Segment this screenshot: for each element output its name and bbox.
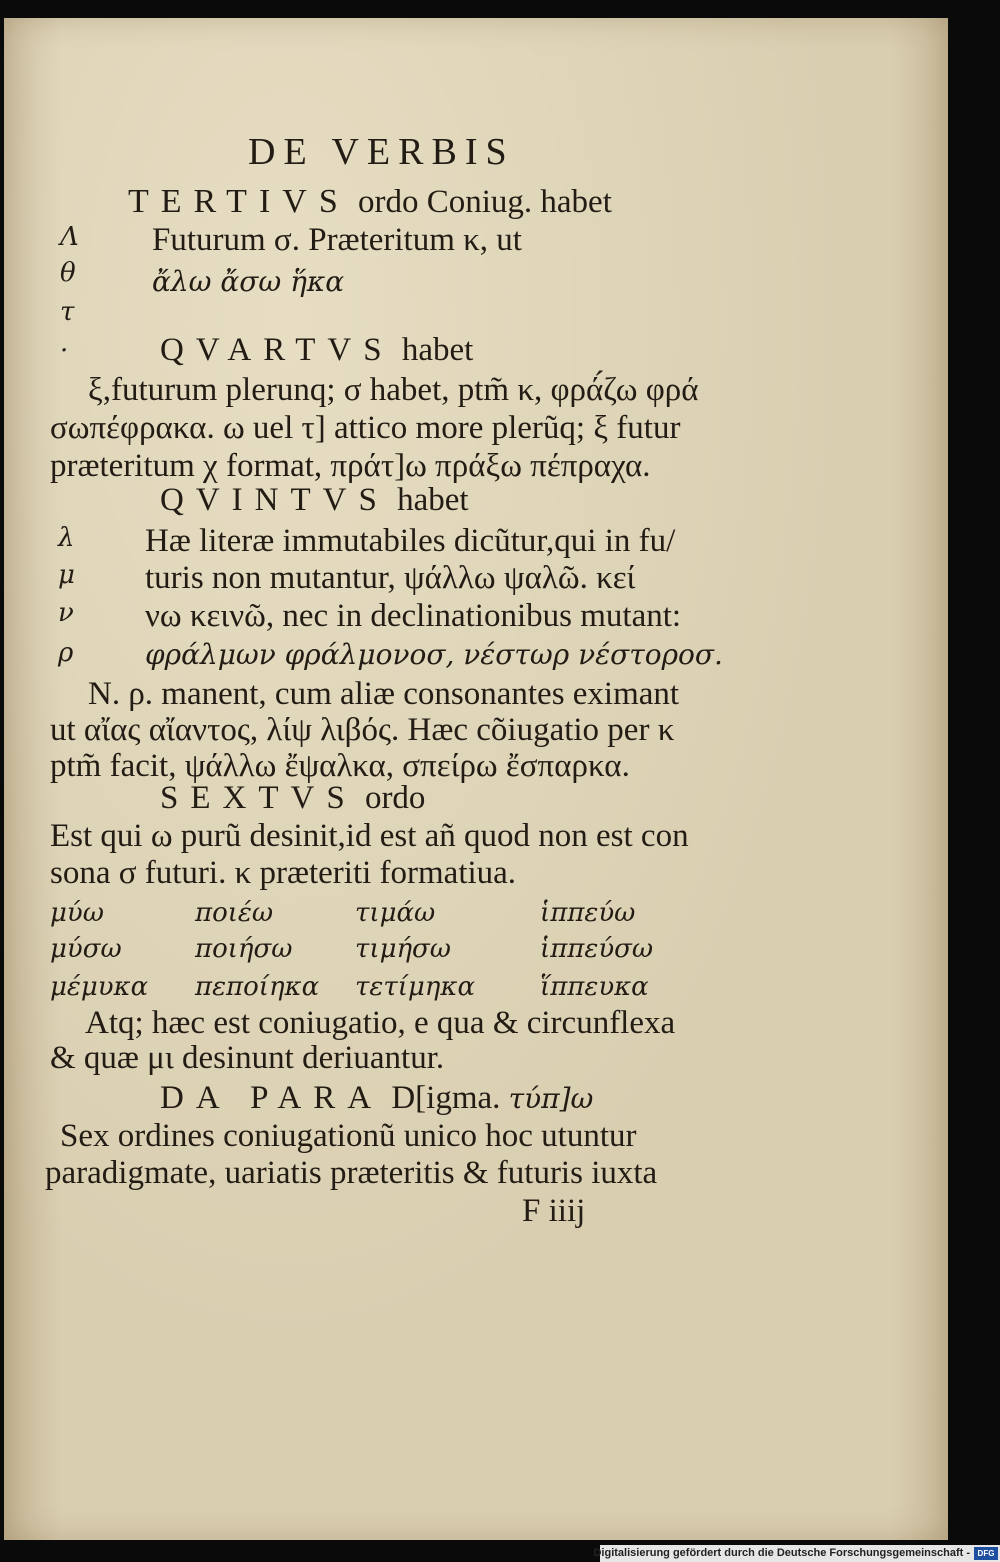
sextus-after-line: Atq; hæc est coniugatio, e qua & circunflexa: [85, 1005, 676, 1041]
tertius-heading-rest: ordo Coniug. habet: [357, 184, 612, 220]
signature-mark: F iiij: [522, 1193, 586, 1229]
sextus-after-line: & quæ μι desinunt deriuantur.: [50, 1040, 445, 1076]
quartus-heading-rest: habet: [401, 332, 474, 368]
quintus-line: Hæ literæ immutabiles dicũtur,qui in fu/: [145, 523, 676, 559]
margin-note: Λ: [60, 222, 79, 252]
sextus-heading-rest: ordo: [364, 780, 426, 816]
sextus-heading-line: [160, 780, 425, 817]
quintus-after-line: ptm̃ facit, ψάλλω ἔψαλκα, σπείρω ἔσπαρκα.: [50, 748, 630, 784]
sextus-line: Est qui ω purũ desinit,id est añ quod non est con: [50, 818, 689, 854]
running-title: DE VERBIS: [248, 131, 515, 173]
table-cell: ποιήσω: [195, 934, 293, 964]
tertius-line-2: Futurum σ. Præteritum κ, ut: [152, 222, 522, 258]
dfg-logo: DFG: [974, 1547, 998, 1560]
quartus-line: præteritum χ format, πράτ]ω πράξω πέπραχα.: [50, 448, 651, 484]
table-cell: ἱππεύσω: [540, 934, 654, 964]
dapara-line: paradigmate, uariatis præteritis & futuris iuxta: [45, 1155, 658, 1191]
dapara-heading: DA PARA: [160, 1080, 384, 1116]
quintus-greek-line: φράλμων φράλμονοσ, νέστωρ νέστοροσ.: [145, 638, 723, 671]
table-cell: τετίμηκα: [355, 972, 475, 1002]
margin-letter: ρ: [58, 638, 74, 668]
sextus-heading: SEXTVS: [160, 780, 357, 816]
footer-credit-bar: [593, 1545, 1000, 1562]
tertius-line-1: [128, 183, 612, 221]
table-cell: τιμήσω: [355, 934, 452, 964]
table-cell: ποιέω: [195, 898, 274, 928]
margin-letter: ν: [58, 598, 74, 628]
quartus-heading-line: [160, 332, 473, 369]
quartus-line: ξ,futurum plerunq; σ habet, ptm̃ κ, φρά́ζω φρά: [88, 372, 699, 408]
quintus-heading-line: [160, 482, 469, 519]
table-cell: ἱππεύω: [540, 898, 636, 928]
table-cell: πεποίηκα: [195, 972, 320, 1002]
sextus-line: sona σ futuri. κ præteriti formatiua.: [50, 855, 517, 891]
footer-credit-text: Digitalisierung gefördert durch die Deutsche Forschungsgemeinschaft -: [593, 1547, 970, 1559]
margin-note: ·: [60, 336, 69, 366]
tertius-heading: TERTIVS: [128, 183, 350, 220]
dapara-line: Sex ordines coniugationũ unico hoc utuntur: [60, 1118, 637, 1154]
quintus-after-line: ut αἴας αἴαντος, λίψ λιβός. Hæc cõiugatio per κ: [50, 712, 675, 748]
table-cell: μέμυκα: [50, 972, 149, 1002]
quintus-line: turis non mutantur, ψάλλω ψαλῶ. κεί: [145, 560, 636, 596]
table-cell: τιμάω: [355, 898, 436, 928]
dapara-heading-rest: D[igma.: [391, 1080, 501, 1116]
table-cell: ἵππευκα: [540, 972, 649, 1002]
quintus-after-line: Ν. ρ. manent, cum aliæ consonantes eximant: [88, 676, 680, 712]
tertius-greek: ἄλω ἄσω ἥκα: [152, 265, 345, 298]
margin-letter: μ: [58, 560, 75, 590]
table-cell: μύω: [50, 898, 104, 928]
quintus-heading: QVINTVS: [160, 482, 389, 518]
dapara-heading-line: [160, 1080, 593, 1117]
quartus-heading: QVARTVS: [160, 332, 394, 368]
quartus-line: σωπέφρακα. ω uel τ] attico more plerũq; ξ futur: [50, 410, 681, 446]
quintus-heading-rest: habet: [397, 482, 469, 518]
table-cell: μύσω: [50, 934, 122, 964]
margin-note: θ: [60, 258, 76, 288]
margin-letter: λ: [58, 523, 75, 553]
quintus-line: νω κεινῶ, nec in declinationibus mutant:: [145, 598, 682, 634]
margin-note: τ: [60, 297, 75, 327]
dapara-greek: τύπ]ω: [508, 1082, 594, 1115]
